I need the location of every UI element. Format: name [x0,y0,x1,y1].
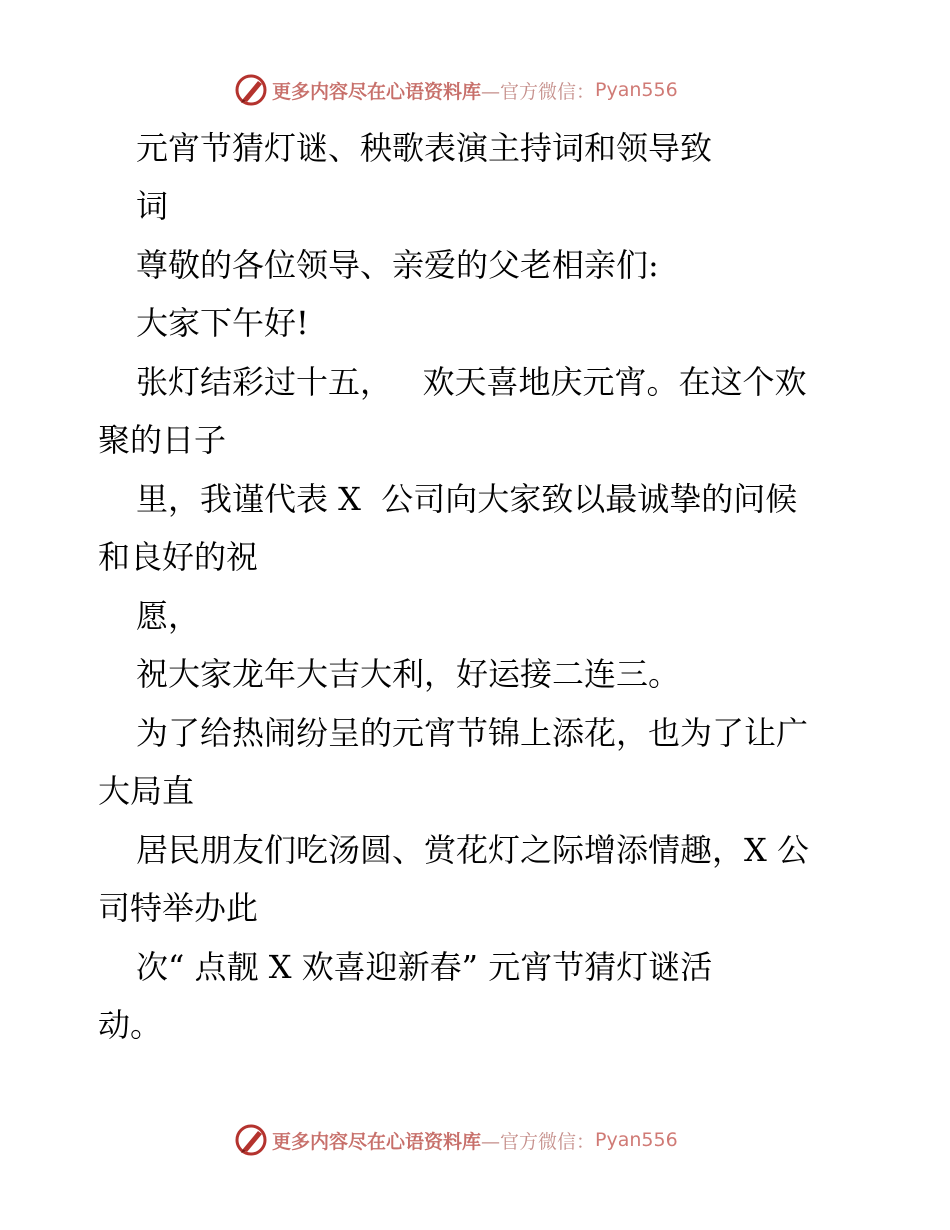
doc-paragraph-line: 大家下午好! [136,304,309,342]
pen-logo-icon [234,1123,268,1157]
doc-paragraph-line: 祝大家龙年大吉大利，好运接二连三。 [136,655,681,693]
watermark-header [234,72,678,108]
pen-logo-icon [234,73,268,107]
doc-paragraph-line: 大局直 [98,772,195,810]
doc-title-line-2: 词 [136,187,169,225]
watermark-brand: 更多内容尽在心语资料库 [272,1130,482,1153]
doc-paragraph-line: 张灯结彩过十五， 欢天喜地庆元宵。在这个欢 [136,363,807,401]
doc-paragraph-line: 聚的日子 [98,421,227,459]
doc-paragraph-line: 里，我谨代表 X 公司向大家致以最诚挚的问候 [136,480,798,518]
doc-paragraph-line: 司特举办此 [98,889,259,927]
watermark-brand: 更多内容尽在心语资料库 [272,80,482,103]
doc-title-line-1: 元宵节猜灯谜、秧歌表演主持词和领导致 [136,129,713,167]
watermark-label: —官方微信： [481,1130,596,1153]
doc-paragraph-line: 动。 [98,1006,163,1044]
watermark-wechat-id: Pyan556 [595,79,678,101]
doc-paragraph-line: 居民朋友们吃汤圆、赏花灯之际增添情趣，X 公 [136,831,809,869]
doc-paragraph-line: 为了给热闹纷呈的元宵节锦上添花，也为了让广 [136,714,809,752]
watermark-wechat-id: Pyan556 [595,1129,678,1151]
doc-paragraph-line: 和良好的祝 [98,538,259,576]
watermark-footer [234,1122,678,1158]
doc-paragraph-line: 尊敬的各位领导、亲爱的父老相亲们: [136,246,659,284]
watermark-label: —官方微信： [481,80,596,103]
doc-paragraph-line: 愿， [136,597,201,635]
doc-paragraph-line: 次“ 点靓 X 欢喜迎新春” 元宵节猜灯谜活 [136,948,713,986]
